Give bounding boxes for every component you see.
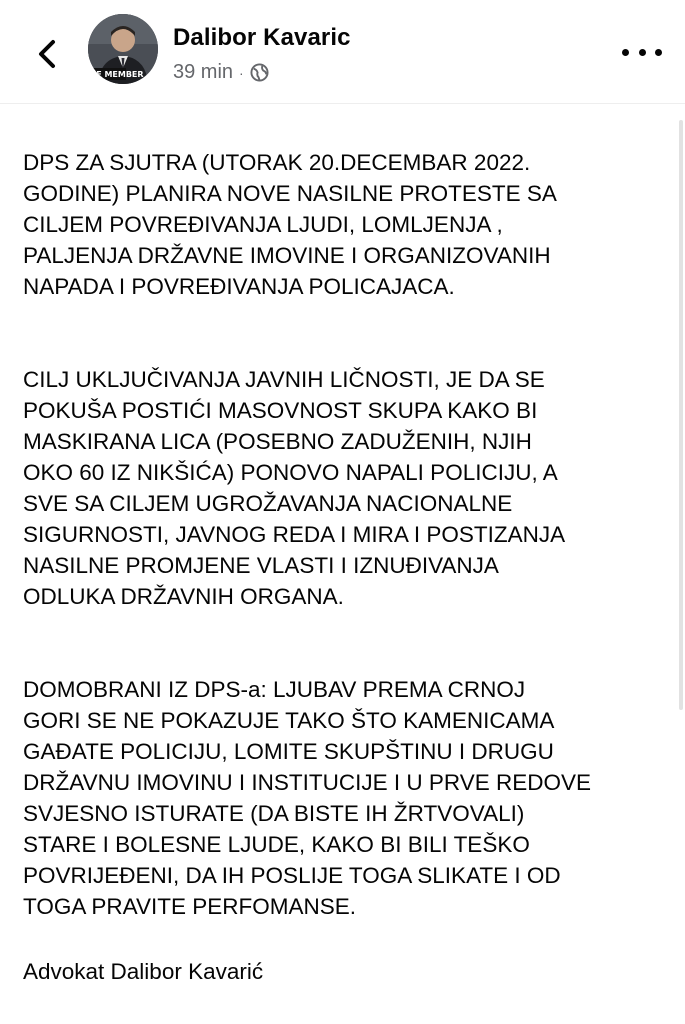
post-body — [23, 116, 673, 953]
more-dot — [622, 49, 629, 56]
avatar[interactable] — [88, 14, 158, 84]
avatar-badge-text: VE MEMBER — [90, 70, 144, 79]
scrollbar[interactable] — [679, 120, 683, 710]
meta-separator: · — [239, 64, 244, 81]
back-button[interactable] — [30, 34, 64, 74]
post-paragraph-1: DPS ZA SJUTRA (UTORAK 20.DECEMBAR 2022. GODINE) PLANIRA NOVE NASILNE PROTESTE SA CILJEM POVREĐIVANJA LJUDI, LOMLJENJA , PALJENJA DRŽAVNE IMOVINE I ORGANIZOVANIH NAPADA I POVREĐIVANJA POLICAJACA. — [23, 150, 557, 299]
chevron-left-icon — [36, 39, 58, 69]
more-dot — [655, 49, 662, 56]
post-paragraph-3: DOMOBRANI IZ DPS-a: LJUBAV PREMA CRNOJ GORI SE NE POKAZUJE TAKO ŠTO KAMENICAMA GAĐATE POLICIJU, LOMITE SKUPŠTINU I DRUGU DRŽAVNU IMOVINU I INSTITUCIJE I U PRVE REDOVE SVJESNO ISTURATE (DA BISTE IH ŽRTVOVALI) STARE I BOLESNE LJUDE, KAKO BI BILI TEŠKO POVRIJEĐENI, DA IH POSLIJE TOGA SLIKATE I OD TOGA PRAVITE PERFOMANSE. — [23, 677, 591, 919]
globe-icon — [250, 63, 269, 82]
post-signature: Advokat Dalibor Kavarić — [23, 959, 264, 984]
post-header — [0, 0, 685, 104]
post-paragraph-2: CILJ UKLJUČIVANJA JAVNIH LIČNOSTI, JE DA SE POKUŠA POSTIĆI MASOVNOST SKUPA KAKO BI MASKIRANA LICA (POSEBNO ZADUŽENIH, NJIH OKO 60 IZ NIKŠIĆA) PONOVO NAPALI POLICIJU, A SVE SA CILJEM UGROŽAVANJA NACIONALNE SIGURNOSTI, JAVNOG REDA I MIRA I POSTIZANJA NASILNE PROMJENE VLASTI I IZNUĐIVANJA ODLUKA DRŽAVNIH ORGANA. — [23, 367, 566, 609]
more-dot — [639, 49, 646, 56]
more-options-button[interactable] — [622, 38, 662, 66]
timestamp[interactable]: 39 min — [173, 61, 234, 83]
author-name[interactable]: Dalibor Kavaric — [173, 24, 351, 51]
post-meta — [173, 61, 269, 84]
